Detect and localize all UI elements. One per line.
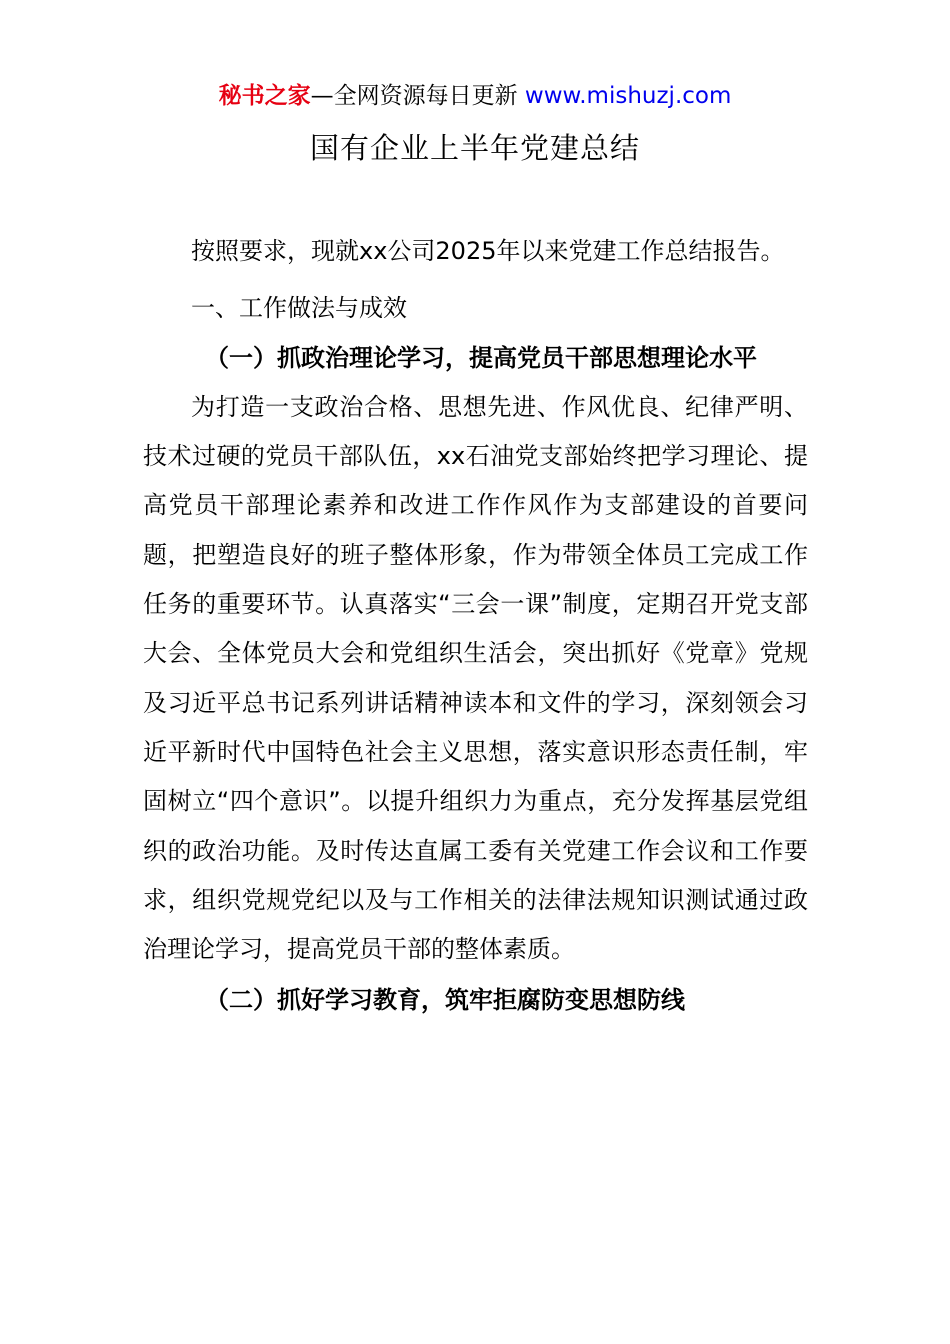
site-tagline: —全网资源每日更新: [310, 83, 525, 109]
site-brand: 秘书之家: [218, 83, 311, 109]
section-heading-1: 一、工作做法与成效: [191, 294, 407, 323]
site-url-link[interactable]: www.mishuzj.com: [524, 83, 732, 109]
subsection-heading-1: （一）抓政治理论学习，提高党员干部思想理论水平: [205, 343, 757, 372]
document-title: 国有企业上半年党建总结: [309, 131, 640, 165]
subsection-heading-2: （二）抓好学习教育，筑牢拒腐防变思想防线: [205, 986, 685, 1015]
document-body: [143, 227, 808, 1026]
subsection-body-1: 为打造一支政治合格、思想先进、作风优良、纪律严明、技术过硬的党员干部队伍，xx石油党支部始终把学习理论、提高党员干部理论素养和改进工作作风作为支部建设的首要问题，把塑造良好的班子整体形象，作为带领全体员工完成工作任务的重要环节。认真落实“三会一课”制度，定期召开党支部大会、全体党员大会和党组织生活会，突出抓好《党章》党规及习近平总书记系列讲话精神读本和文件的学习，深刻领会习近平新时代中国特色社会主义思想，落实意识形态责任制，牢固树立“四个意识”。以提升组织力为重点，充分发挥基层党组织的政治功能。及时传达直属工委有关党建工作会议和工作要求，组织党规党纪以及与工作相关的法律法规知识测试通过政治理论学习，提高党员干部的整体素质。: [143, 392, 808, 964]
intro-paragraph: 按照要求，现就xx公司2025年以来党建工作总结报告。: [191, 237, 785, 265]
site-header: [0, 80, 950, 112]
